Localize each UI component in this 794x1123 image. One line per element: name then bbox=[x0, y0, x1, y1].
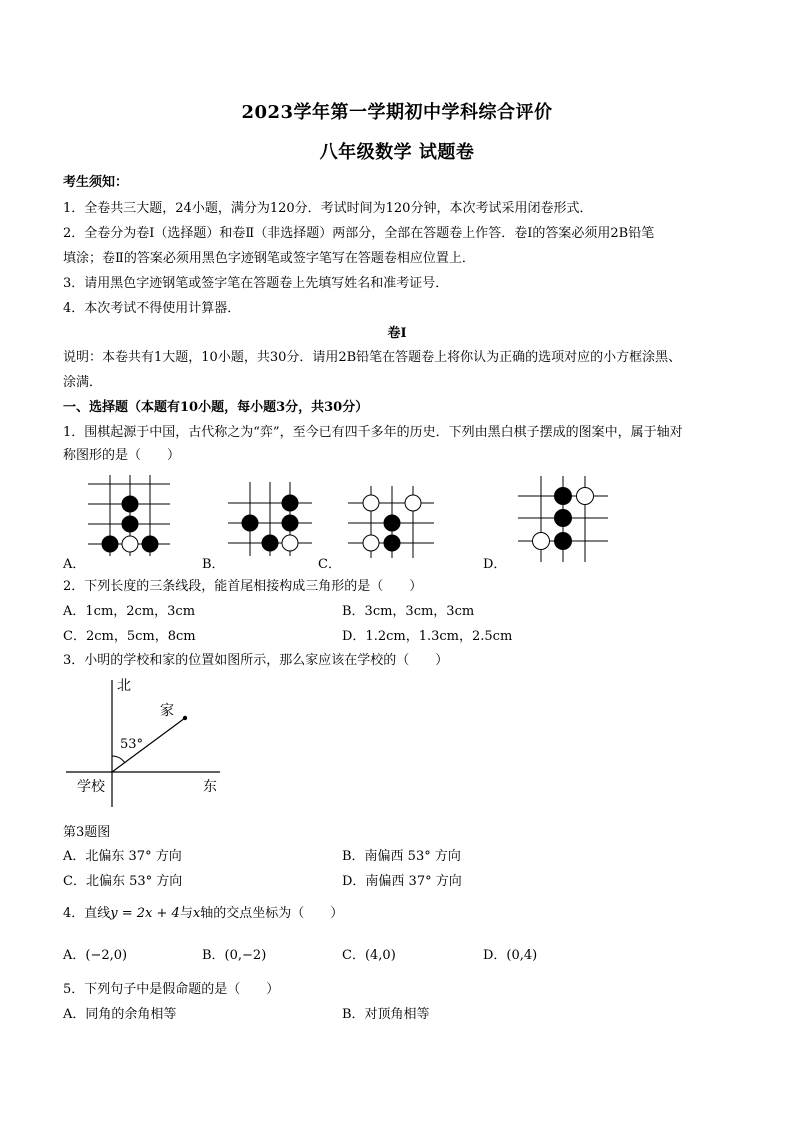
exam-subtitle: 八年级数学 试题卷 bbox=[319, 142, 475, 163]
q1-option-a[interactable]: A． bbox=[63, 557, 86, 572]
go-pattern-a bbox=[88, 475, 170, 556]
q4-option-d[interactable]: D．(0,4) bbox=[483, 948, 538, 963]
q4-stem-c: 轴的交点坐标为（ ） bbox=[200, 906, 344, 921]
q1-go-patterns bbox=[0, 470, 794, 580]
notice-heading: 考生须知： bbox=[63, 175, 129, 190]
q1-option-d[interactable]: D． bbox=[483, 557, 507, 572]
school-label: 学校 bbox=[77, 779, 105, 795]
q4-stem-a: 4．直线 bbox=[63, 906, 111, 921]
section-heading: 卷Ⅰ bbox=[387, 326, 407, 341]
q5-option-a[interactable]: A．同角的余角相等 bbox=[63, 1007, 177, 1022]
angle-arc bbox=[112, 756, 125, 763]
notice-item-4: 4．本次考试不得使用计算器． bbox=[63, 301, 241, 316]
exam-title: 2023学年第一学期初中学科综合评价 bbox=[241, 102, 553, 123]
notice-item-1: 1．全卷共三大题，24小题，满分为120分．考试时间为120分钟，本次考试采用闭卷形式． bbox=[63, 201, 593, 216]
q3-stem: 3．小明的学校和家的位置如图所示，那么家应该在学校的（ ） bbox=[63, 653, 449, 668]
angle-label: 53° bbox=[120, 737, 144, 752]
q2-option-a[interactable]: A．1cm，2cm，3cm bbox=[63, 604, 196, 619]
east-label: 东 bbox=[203, 779, 217, 795]
q4-axis: x bbox=[192, 906, 201, 921]
part-title: 一、选择题（本题有10小题，每小题3分，共30分） bbox=[63, 400, 369, 415]
q2-option-d[interactable]: D．1.2cm，1.3cm，2.5cm bbox=[342, 629, 513, 644]
q3-option-b[interactable]: B．南偏西 53° 方向 bbox=[342, 849, 461, 864]
q2-option-c[interactable]: C．2cm，5cm，8cm bbox=[63, 629, 196, 644]
q4-option-c[interactable]: C．(4,0) bbox=[342, 948, 396, 963]
q1-stem: 1．围棋起源于中国，古代称之为“弈”，至今已有四千多年的历史．下列由黑白棋子摆成的图案中，属于轴对 bbox=[63, 425, 683, 440]
q5-stem: 5．下列句子中是假命题的是（ ） bbox=[63, 982, 280, 997]
q4-option-b[interactable]: B．(0,−2) bbox=[202, 948, 267, 963]
q4-option-a[interactable]: A．(−2,0) bbox=[63, 948, 128, 963]
north-label: 北 bbox=[117, 678, 131, 694]
section-note-cont: 涂满． bbox=[63, 375, 103, 390]
q3-option-d[interactable]: D．南偏西 37° 方向 bbox=[342, 874, 462, 889]
home-point bbox=[183, 716, 187, 720]
q2-option-b[interactable]: B．3cm，3cm，3cm bbox=[342, 604, 475, 619]
q1-stem-cont: 称图形的是（ ） bbox=[63, 448, 181, 463]
section-note: 说明：本卷共有1大题，10小题，共30分．请用2B铅笔在答题卷上将你认为正确的选项对应的小方框涂黑、 bbox=[63, 350, 682, 365]
go-pattern-d bbox=[518, 476, 608, 562]
q5-option-b[interactable]: B．对顶角相等 bbox=[342, 1007, 430, 1022]
q1-option-b[interactable]: B． bbox=[202, 557, 225, 572]
notice-item-3: 3．请用黑色字迹钢笔或签字笔在答题卷上先填写姓名和准考证号． bbox=[63, 276, 449, 291]
q3-caption: 第3题图 bbox=[63, 825, 111, 840]
q4-stem-b: 与 bbox=[179, 906, 193, 921]
q1-option-c[interactable]: C． bbox=[318, 557, 341, 572]
home-label: 家 bbox=[160, 703, 174, 719]
notice-item-2-cont: 填涂；卷Ⅱ的答案必须用黑色字迹钢笔或签字笔写在答题卷相应位置上． bbox=[63, 251, 475, 266]
q4-stem bbox=[63, 904, 343, 924]
q4-equation: y = 2x + 4 bbox=[110, 906, 180, 921]
q3-direction-figure bbox=[60, 672, 240, 822]
q2-stem: 2．下列长度的三条线段，能首尾相接构成三角形的是（ ） bbox=[63, 579, 423, 594]
q3-option-c[interactable]: C．北偏东 53° 方向 bbox=[63, 874, 183, 889]
go-pattern-c bbox=[348, 486, 434, 558]
go-pattern-b bbox=[228, 482, 312, 556]
q3-option-a[interactable]: A．北偏东 37° 方向 bbox=[63, 849, 182, 864]
notice-item-2: 2．全卷分为卷Ⅰ（选择题）和卷Ⅱ（非选择题）两部分，全部在答题卷上作答．卷Ⅰ的答案必须用2B铅笔 bbox=[63, 226, 655, 241]
